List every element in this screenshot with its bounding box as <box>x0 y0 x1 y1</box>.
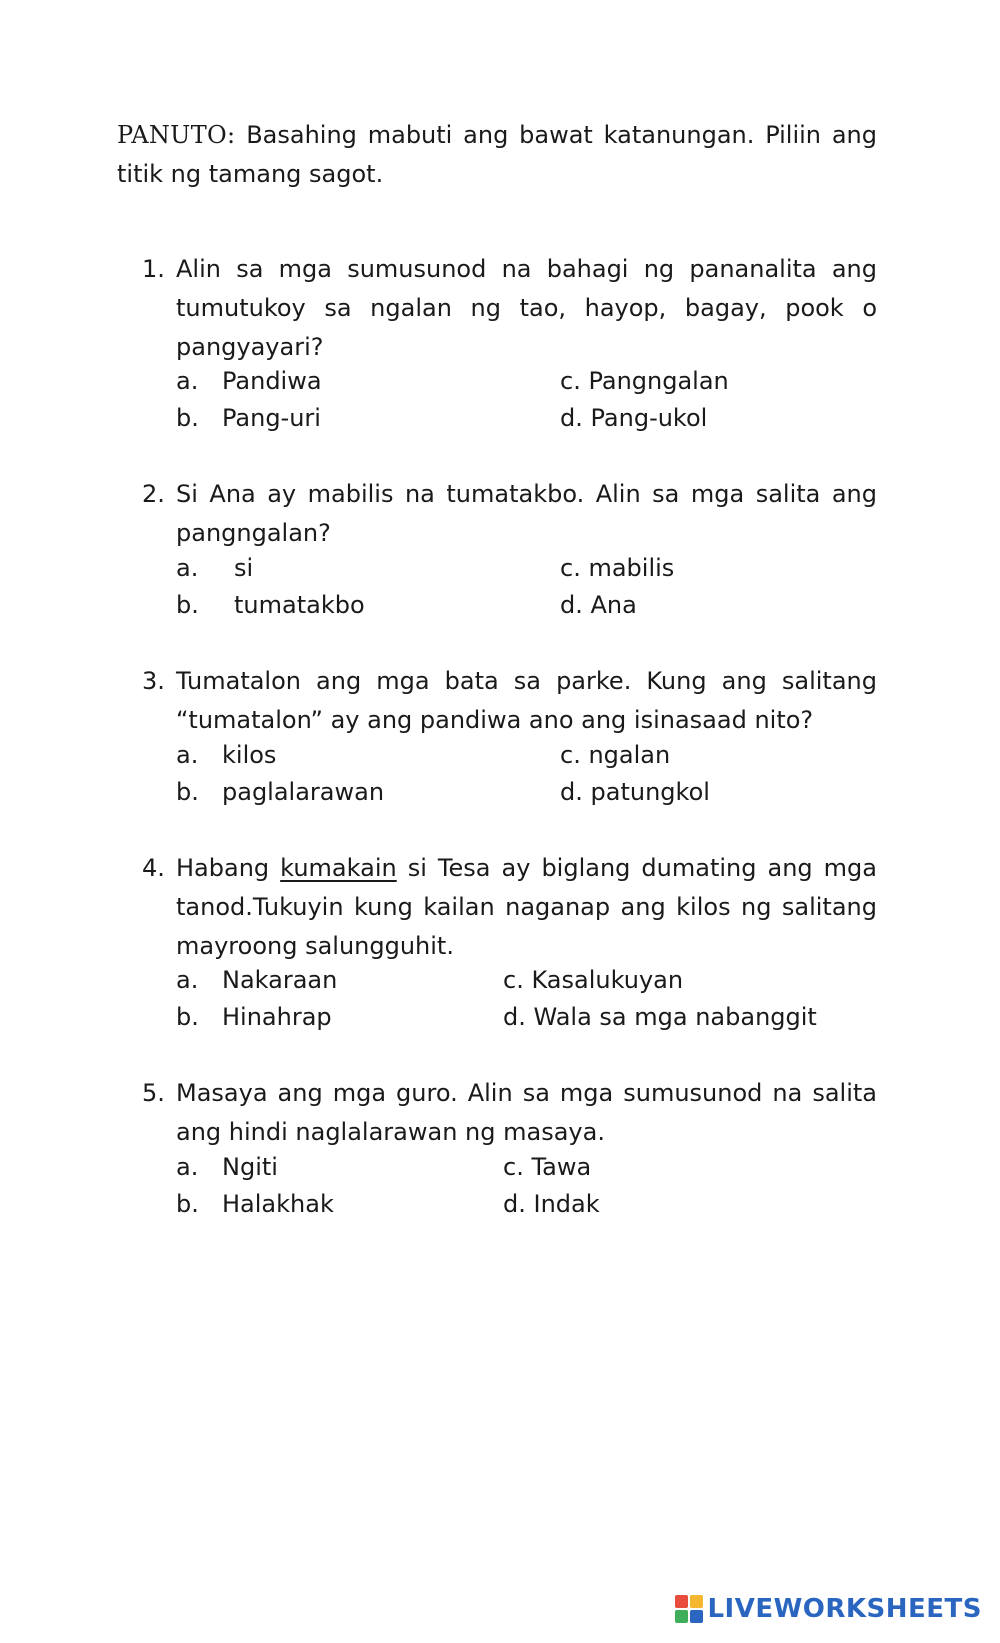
question-stem <box>142 662 877 740</box>
instructions-text: Basahing mabuti ang bawat katanungan. Piliin ang titik ng tamang sagot. <box>117 121 877 188</box>
liveworksheets-logo-icon <box>675 1595 703 1623</box>
choice-text: Pang-ukol <box>590 404 708 432</box>
choice-letter: c. <box>503 1153 524 1181</box>
choice-a[interactable] <box>176 961 337 1000</box>
choice-d[interactable] <box>560 399 707 438</box>
choice-letter: c. <box>503 966 524 994</box>
choice-letter: d. <box>503 1190 526 1218</box>
choice-letter: c. <box>560 554 581 582</box>
choice-letter: c. <box>560 367 581 395</box>
choice-letter: d. <box>503 1003 526 1031</box>
choice-b[interactable] <box>176 1185 334 1224</box>
choice-letter: c. <box>560 741 581 769</box>
choice-d[interactable] <box>503 998 817 1037</box>
choice-text: Indak <box>533 1190 600 1218</box>
choice-letter: d. <box>560 591 583 619</box>
choice-text: Nakaraan <box>222 966 338 994</box>
choice-c[interactable] <box>560 362 729 401</box>
choice-letter: d. <box>560 778 583 806</box>
choice-text: mabilis <box>588 554 675 582</box>
choice-c[interactable] <box>560 549 674 588</box>
choice-letter: b. <box>176 404 199 432</box>
choice-text: Tawa <box>531 1153 592 1181</box>
question-stem <box>142 1074 877 1152</box>
question-1 <box>142 250 877 440</box>
question-3 <box>142 662 877 812</box>
choice-text: kilos <box>222 741 277 769</box>
choice-text: Ana <box>590 591 637 619</box>
question-text: Masaya ang mga guro. Alin sa mga sumusunod na salita ang hindi naglalarawan ng masaya. <box>176 1079 877 1146</box>
choice-letter: a. <box>176 741 199 769</box>
choice-a[interactable] <box>176 549 253 588</box>
question-number: 3. <box>142 667 165 695</box>
question-5 <box>142 1074 877 1224</box>
liveworksheets-watermark <box>675 1589 982 1629</box>
choice-letter: a. <box>176 966 199 994</box>
instructions-label: PANUTO: <box>117 121 236 149</box>
choice-text: patungkol <box>590 778 710 806</box>
choice-a[interactable] <box>176 362 322 401</box>
question-number: 2. <box>142 480 165 508</box>
choice-text: Pandiwa <box>222 367 322 395</box>
choice-text: Kasalukuyan <box>531 966 684 994</box>
question-text: Si Ana ay mabilis na tumatakbo. Alin sa mga salita ang pangngalan? <box>176 480 877 547</box>
question-text: Tumatalon ang mga bata sa parke. Kung ang salitang “tumatalon” ay ang pandiwa ano ang isinasaad nito? <box>176 667 877 734</box>
choice-letter: b. <box>176 1003 199 1031</box>
choice-c[interactable] <box>560 736 670 775</box>
choice-d[interactable] <box>560 773 710 812</box>
choice-letter: a. <box>176 367 199 395</box>
choice-text: ngalan <box>588 741 671 769</box>
question-number: 4. <box>142 854 165 882</box>
question-number: 5. <box>142 1079 165 1107</box>
choice-text: Ngiti <box>222 1153 278 1181</box>
question-number: 1. <box>142 255 165 283</box>
choice-letter: a. <box>176 1153 199 1181</box>
choice-text: si <box>234 554 254 582</box>
choice-text: Pang-uri <box>222 404 321 432</box>
question-stem <box>142 250 877 367</box>
choice-a[interactable] <box>176 1148 278 1187</box>
choice-text: Hinahrap <box>222 1003 332 1031</box>
choice-text: paglalarawan <box>222 778 385 806</box>
question-4 <box>142 849 877 1039</box>
choice-b[interactable] <box>176 399 321 438</box>
underlined-word: kumakain <box>280 854 397 882</box>
choice-d[interactable] <box>503 1185 600 1224</box>
choice-c[interactable] <box>503 961 683 1000</box>
choice-b[interactable] <box>176 998 332 1037</box>
choice-text: Halakhak <box>222 1190 334 1218</box>
question-stem <box>142 475 877 553</box>
question-text-after: si Tesa ay biglang dumating ang mga tanod.Tukuyin kung kailan naganap ang kilos ng salitang mayroong salungguhit. <box>176 854 877 960</box>
choice-text: Pangngalan <box>588 367 729 395</box>
question-text-before: Habang <box>176 854 281 882</box>
choice-b[interactable] <box>176 773 384 812</box>
question-text: Alin sa mga sumusunod na bahagi ng pananalita ang tumutukoy sa ngalan ng tao, hayop, bagay, pook o pangyayari? <box>176 255 877 361</box>
choice-text: Wala sa mga nabanggit <box>533 1003 817 1031</box>
watermark-text: LIVEWORKSHEETS <box>707 1594 982 1624</box>
question-2 <box>142 475 877 625</box>
choice-letter: b. <box>176 1190 199 1218</box>
choice-letter: b. <box>176 591 199 619</box>
choice-letter: a. <box>176 554 199 582</box>
choice-b[interactable] <box>176 586 365 625</box>
choice-a[interactable] <box>176 736 276 775</box>
choice-letter: b. <box>176 778 199 806</box>
choice-c[interactable] <box>503 1148 591 1187</box>
instructions <box>117 116 877 194</box>
choice-letter: d. <box>560 404 583 432</box>
choice-text: tumatakbo <box>234 591 365 619</box>
question-stem <box>142 849 877 966</box>
choice-d[interactable] <box>560 586 637 625</box>
